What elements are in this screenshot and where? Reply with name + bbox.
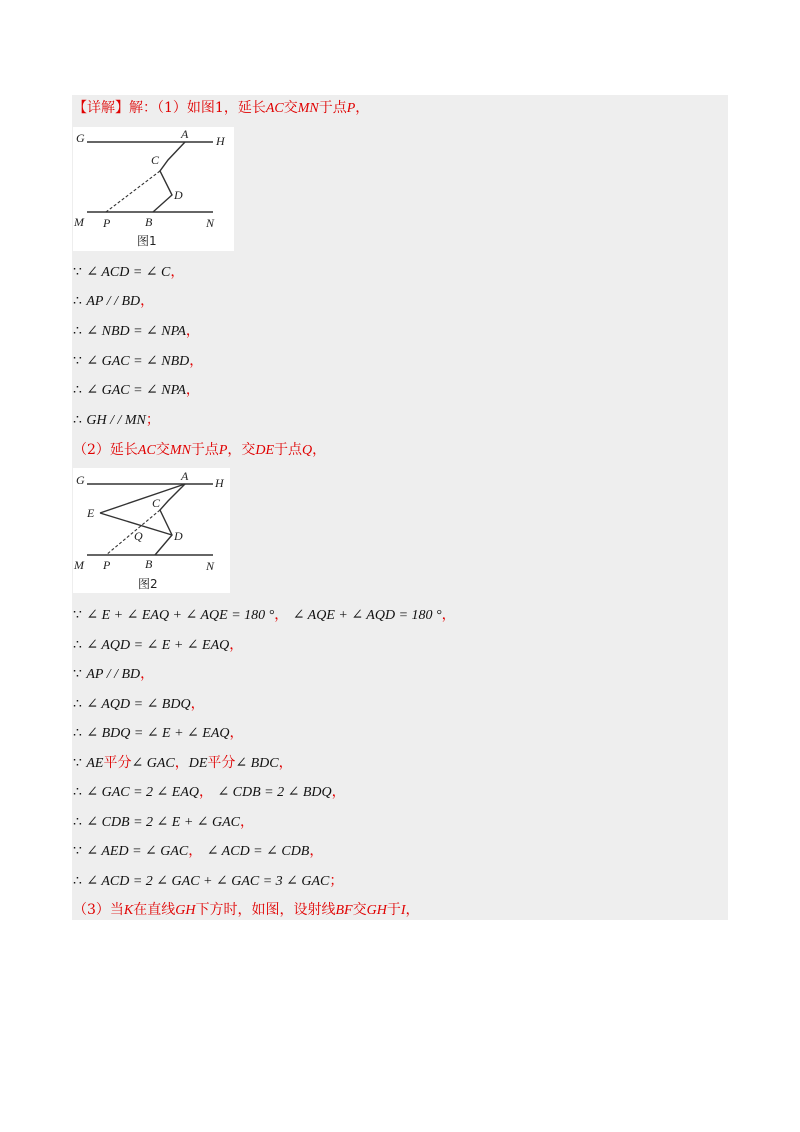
fig2-label-e: E <box>87 506 95 520</box>
fig1-label-n: N <box>206 216 215 230</box>
p1-line-4: ∵ ∠ GAC = ∠ NBD， <box>73 353 204 369</box>
p2b-line-1: ∴ ∠ GAC = 2 ∠ EAQ， ∠ CDB = 2 ∠ BDQ， <box>73 784 346 800</box>
fig1-label-c: C <box>151 153 160 167</box>
p2-line-2: ∴ ∠ AQD = ∠ E + ∠ EAQ， <box>73 637 244 653</box>
figure-2-drawing <box>73 468 230 593</box>
p2-line-5: ∴ ∠ BDQ = ∠ E + ∠ EAQ， <box>73 725 244 741</box>
bisect-line: ∵ AE平分∠ GAC，DE平分∠ BDC， <box>73 755 293 771</box>
figure-1 <box>73 127 234 251</box>
fig1-caption: 图1 <box>137 234 157 248</box>
p2b-line-4: ∴ ∠ ACD = 2 ∠ GAC + ∠ GAC = 3 ∠ GAC； <box>73 873 344 889</box>
part2-intro: （2）延长AC交MN于点P，交DE于点Q， <box>73 442 327 458</box>
fig2-label-h: H <box>215 476 224 490</box>
intro-line: 【详解】解：（1）如图1，延长AC交MN于点P， <box>73 100 370 116</box>
p1-line-5: ∴ ∠ GAC = ∠ NPA， <box>73 382 200 398</box>
detail-tag: 【详解】 <box>73 100 129 116</box>
fig2-label-q: Q <box>134 529 143 543</box>
part3-intro: （3）当K在直线GH下方时，如图，设射线BF交GH于I， <box>73 902 420 918</box>
fig1-label-h: H <box>216 134 225 148</box>
fig2-label-n: N <box>206 559 215 573</box>
fig2-label-a: A <box>181 469 189 483</box>
p2-line-3: ∵ AP / / BD， <box>73 666 155 682</box>
p1-line-3: ∴ ∠ NBD = ∠ NPA， <box>73 323 200 339</box>
fig2-label-m: M <box>74 558 84 572</box>
fig2-label-p: P <box>103 558 111 572</box>
fig2-label-d: D <box>174 529 183 543</box>
p2b-line-2: ∴ ∠ CDB = 2 ∠ E + ∠ GAC， <box>73 814 255 830</box>
p2-line-4: ∴ ∠ AQD = ∠ BDQ， <box>73 696 205 712</box>
p2b-line-3: ∵ ∠ AED = ∠ GAC， ∠ ACD = ∠ CDB， <box>73 843 324 859</box>
p2-line-1: ∵ ∠ E + ∠ EAQ + ∠ AQE = 180 °， ∠ AQE + ∠ AQD = 180 °， <box>73 607 456 623</box>
fig1-label-m: M <box>74 215 84 229</box>
p1-line-1: ∵ ∠ ACD = ∠ C， <box>73 264 185 280</box>
fig2-label-c: C <box>152 496 161 510</box>
fig2-label-g: G <box>76 473 85 487</box>
p1-line-2: ∴ AP / / BD， <box>73 293 155 309</box>
fig2-label-b: B <box>145 557 153 571</box>
p1-line-6: ∴ GH / / MN； <box>73 412 160 428</box>
fig1-label-b: B <box>145 215 153 229</box>
fig1-label-a: A <box>181 127 189 141</box>
figure-1-drawing <box>73 127 234 251</box>
figure-2 <box>73 468 230 593</box>
fig1-label-g: G <box>76 131 85 145</box>
fig1-label-p: P <box>103 216 111 230</box>
fig2-caption: 图2 <box>138 577 158 591</box>
fig1-label-d: D <box>174 188 183 202</box>
